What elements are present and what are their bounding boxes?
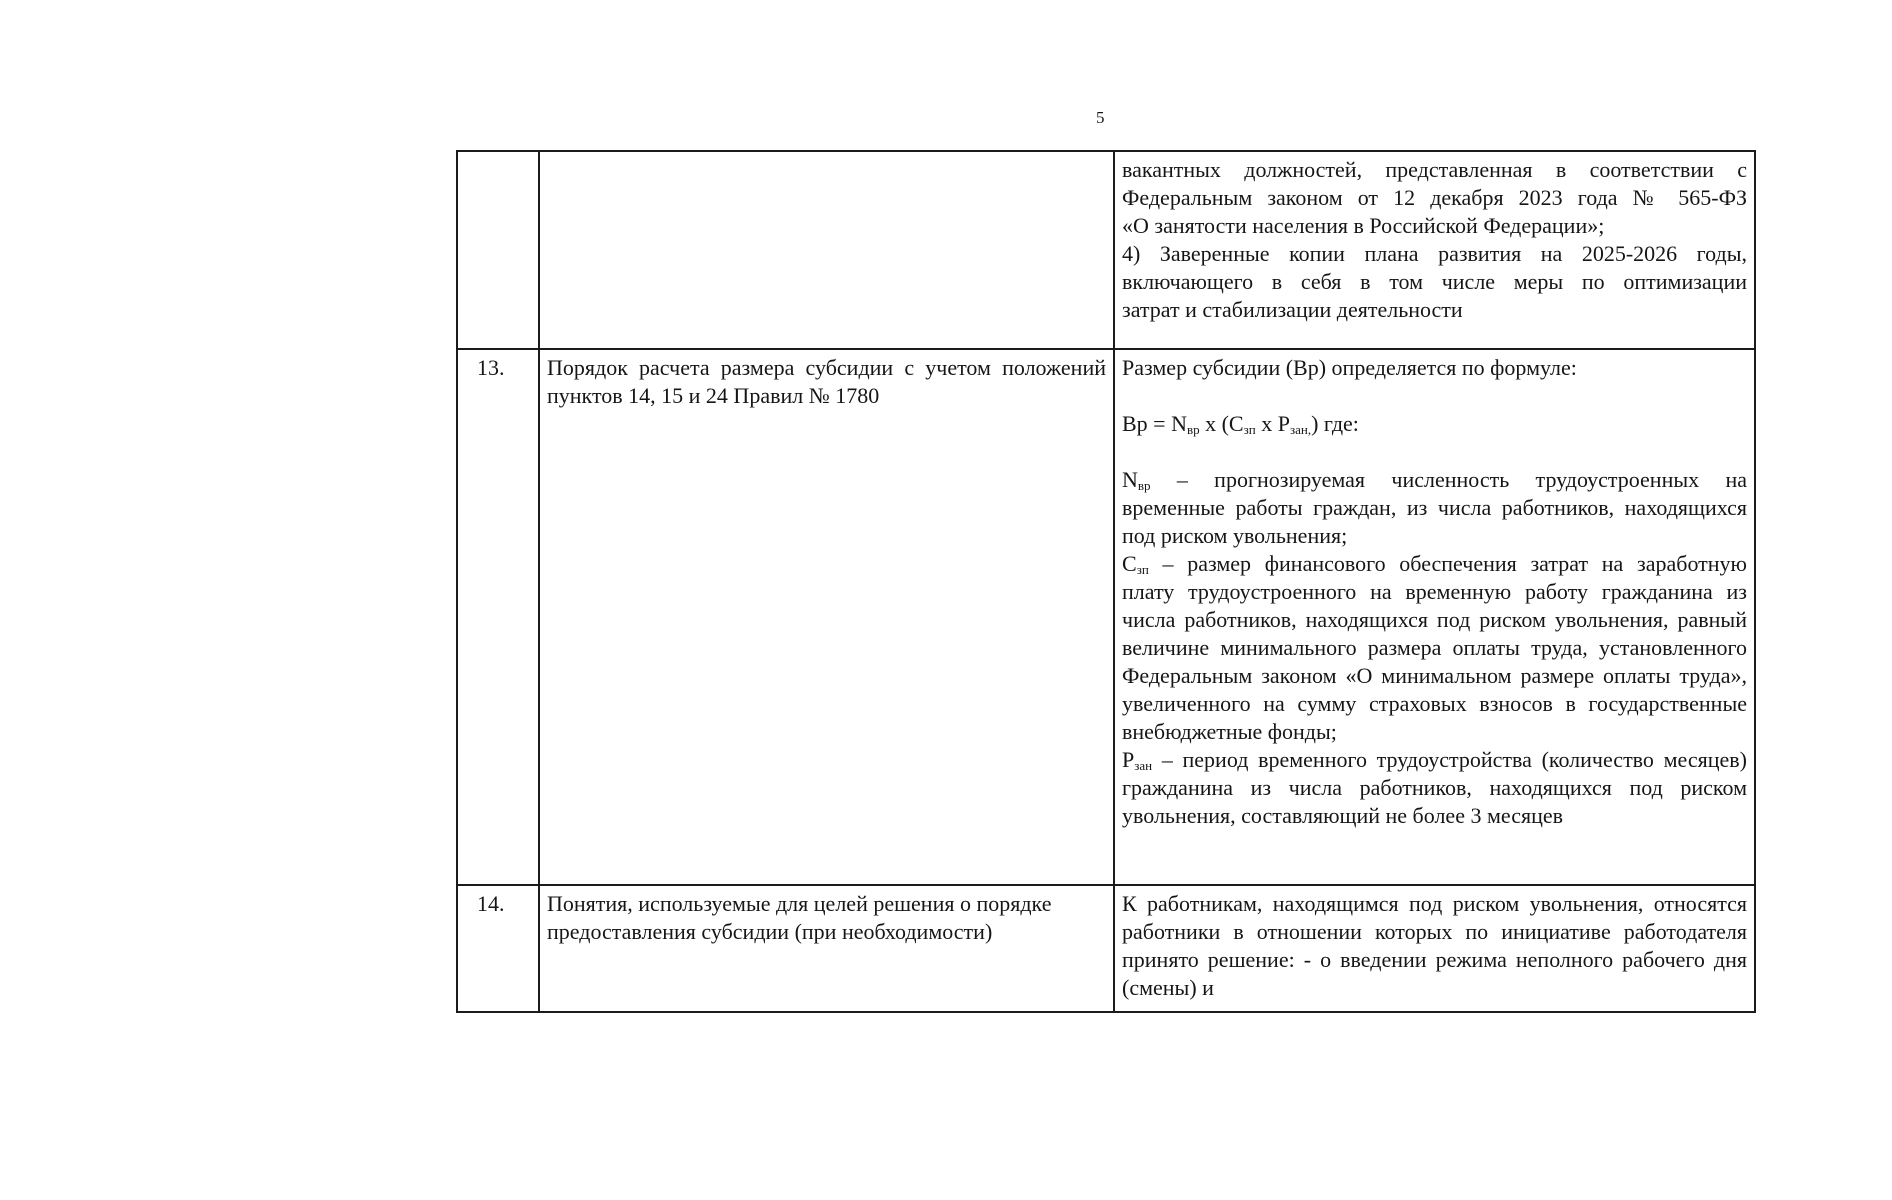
row-number-cell [457,151,539,349]
description-line: «О занятости населения в Российской Федерации»; [1122,213,1605,238]
description-line: включающего в себя в том числе меры по оптимизации [1122,269,1747,294]
table-row [457,349,1755,885]
requirements-table [456,150,1756,1013]
definition-czp: $С_{зп}$ – размер финансового обеспечения затрат на заработную плату трудоустроенного на временную работу гражданина из числа работников, находящихся под риском увольнения, равный величине минимального размера оплаты труда, установленного Федеральным законом «О минимальном размере оплаты труда», увеличенного на сумму страховых взносов в государственные внебюджетные фонды; [1122,551,1747,744]
row-number-cell: 13. [457,349,539,885]
description-line: затрат и стабилизации деятельности [1122,297,1463,322]
row-description-cell: К работникам, находящимся под риском увольнения, относятся работники в отношении которых по инициативе работодателя принято решение: - о введении режима неполного рабочего дня (смены) и [1114,885,1755,1012]
formula: Вр = $N_{вр}$ х ($С_{зп}$ х $Р_{зан,}$) где: [1122,411,1359,437]
page-number: 5 [1096,108,1105,127]
row-description-cell [1114,151,1755,349]
definition-nvr: $N_{вр}$ – прогнозируемая численность трудоустроенных на временные работы граждан, из числа работников, находящихся под риском увольнения; [1122,467,1747,548]
formula-intro: Размер субсидии (Вр) определяется по формуле: [1122,355,1577,380]
description-line: Федеральным законом от 12 декабря 2023 года № 565-ФЗ [1122,185,1747,210]
row-name-cell: Порядок расчета размера субсидии с учетом положений пунктов 14, 15 и 24 Правил № 1780 [539,349,1114,885]
table-row [457,151,1755,349]
row-number-cell: 14. [457,885,539,1012]
description-line: вакантных должностей, представленная в соответствии с [1122,157,1747,182]
description-line: 4) Заверенные копии плана развития на 2025-2026 годы, [1122,241,1747,266]
row-description-cell [1114,349,1755,885]
table-row [457,885,1755,1012]
row-name-cell [539,151,1114,349]
definition-pzan: $Р_{зан}$ – период временного трудоустройства (количество месяцев) гражданина из числа работников, находящихся под риском увольнения, составляющий не более 3 месяцев [1122,747,1747,828]
row-name-cell: Понятия, используемые для целей решения о порядке предоставления субсидии (при необходимости) [539,885,1114,1012]
